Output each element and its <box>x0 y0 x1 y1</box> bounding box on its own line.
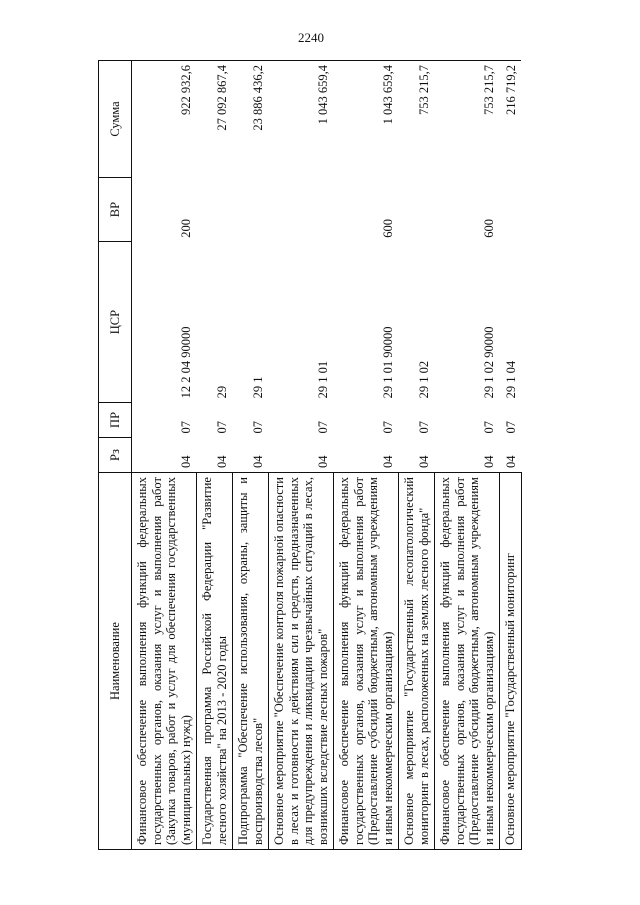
header-row <box>99 61 132 850</box>
table-row <box>435 61 500 850</box>
row-sum: 27 092 867,4 <box>197 61 233 178</box>
header-rz: Рз <box>99 437 132 472</box>
header-pr: ПР <box>99 402 132 437</box>
table-row <box>500 61 522 850</box>
table-row <box>233 61 269 850</box>
row-sum: 1 043 659,4 <box>269 61 334 178</box>
header-sum: Сумма <box>99 61 132 178</box>
row-pr: 07 <box>381 420 395 434</box>
budget-table <box>98 60 522 850</box>
header-csr: ЦСР <box>99 242 132 403</box>
table-row <box>132 61 197 850</box>
row-rz: 04 <box>482 455 496 469</box>
row-name: Государственная программа Российской Федерации "Развитие лесного хозяйства" на 2013 - 2020 годы <box>197 473 233 850</box>
row-name: Основное мероприятие "Государственный мониторинг <box>500 473 522 850</box>
row-rz: 04 <box>251 455 265 469</box>
row-sum: 23 886 436,2 <box>233 61 269 178</box>
row-rz: 04 <box>381 455 395 469</box>
header-name: Наименование <box>99 473 132 850</box>
row-name: Финансовое обеспечение выполнения функций федеральных государственных органов, оказания услуг и выполнения работ (Предоставление субсидий бюджетным, автономным учреждениям и иным некоммерческим организациям) <box>435 473 500 850</box>
rotated-table-area <box>98 60 588 850</box>
row-vr <box>500 177 522 241</box>
rotated-content <box>98 60 588 850</box>
row-pr: 07 <box>417 420 431 434</box>
row-vr <box>197 177 233 241</box>
page-number: 2240 <box>298 30 324 45</box>
header-vr: ВР <box>99 177 132 241</box>
row-vr: 600 <box>381 218 395 238</box>
row-name: Финансовое обеспечение выполнения функций федеральных государственных органов, оказания услуг и выполнения работ (Предоставление субсидий бюджетным, автономным учреждениям и иным некоммерческим организациям) <box>334 473 399 850</box>
row-sum: 1 043 659,4 <box>334 61 399 178</box>
row-csr: 29 1 04 <box>503 360 518 399</box>
row-csr: 29 1 01 90000 <box>381 326 395 399</box>
row-rz: 04 <box>316 455 330 469</box>
row-rz: 04 <box>503 455 518 469</box>
row-csr: 12 2 04 90000 <box>179 326 193 399</box>
row-pr: 07 <box>482 420 496 434</box>
row-pr: 07 <box>316 420 330 434</box>
row-csr: 29 1 02 90000 <box>482 326 496 399</box>
table-row <box>269 61 334 850</box>
row-rz: 04 <box>179 455 193 469</box>
row-csr: 29 1 01 <box>316 360 330 399</box>
row-sum: 922 932,6 <box>132 61 197 178</box>
row-name: Основное мероприятие "Государственный лесопатологический мониторинг в лесах, расположенных на землях лесного фонда" <box>399 473 435 850</box>
row-sum: 753 215,7 <box>435 61 500 178</box>
row-pr: 07 <box>215 420 229 434</box>
row-rz: 04 <box>417 455 431 469</box>
row-pr: 07 <box>251 420 265 434</box>
row-vr: 600 <box>482 218 496 238</box>
row-csr: 29 1 02 <box>417 360 431 399</box>
row-vr <box>399 177 435 241</box>
table-row <box>399 61 435 850</box>
row-csr: 29 <box>215 385 229 399</box>
row-vr <box>233 177 269 241</box>
row-sum: 753 215,7 <box>399 61 435 178</box>
row-name: Подпрограмма "Обеспечение использования, охраны, защиты и воспроизводства лесов" <box>233 473 269 850</box>
row-name: Основное мероприятие "Обеспечение контроля пожарной опасности в лесах и готовности к действиям сил и средств, предназначенных для предупреждения и ликвидации чрезвычайных ситуаций в лесах, возникших вследствие лесных пожаров" <box>269 473 334 850</box>
row-sum: 216 719,2 <box>500 61 522 178</box>
row-csr: 29 1 <box>251 376 265 399</box>
table-row <box>197 61 233 850</box>
row-name: Финансовое обеспечение выполнения функций федеральных государственных органов, оказания услуг и выполнения работ (Закупка товаров, работ и услуг для обеспечения государственных (муниципальных) нужд) <box>132 473 197 850</box>
row-pr: 07 <box>503 420 518 434</box>
row-vr: 200 <box>179 218 193 238</box>
row-vr <box>269 177 334 241</box>
row-rz: 04 <box>215 455 229 469</box>
row-pr: 07 <box>179 420 193 434</box>
table-row <box>334 61 399 850</box>
